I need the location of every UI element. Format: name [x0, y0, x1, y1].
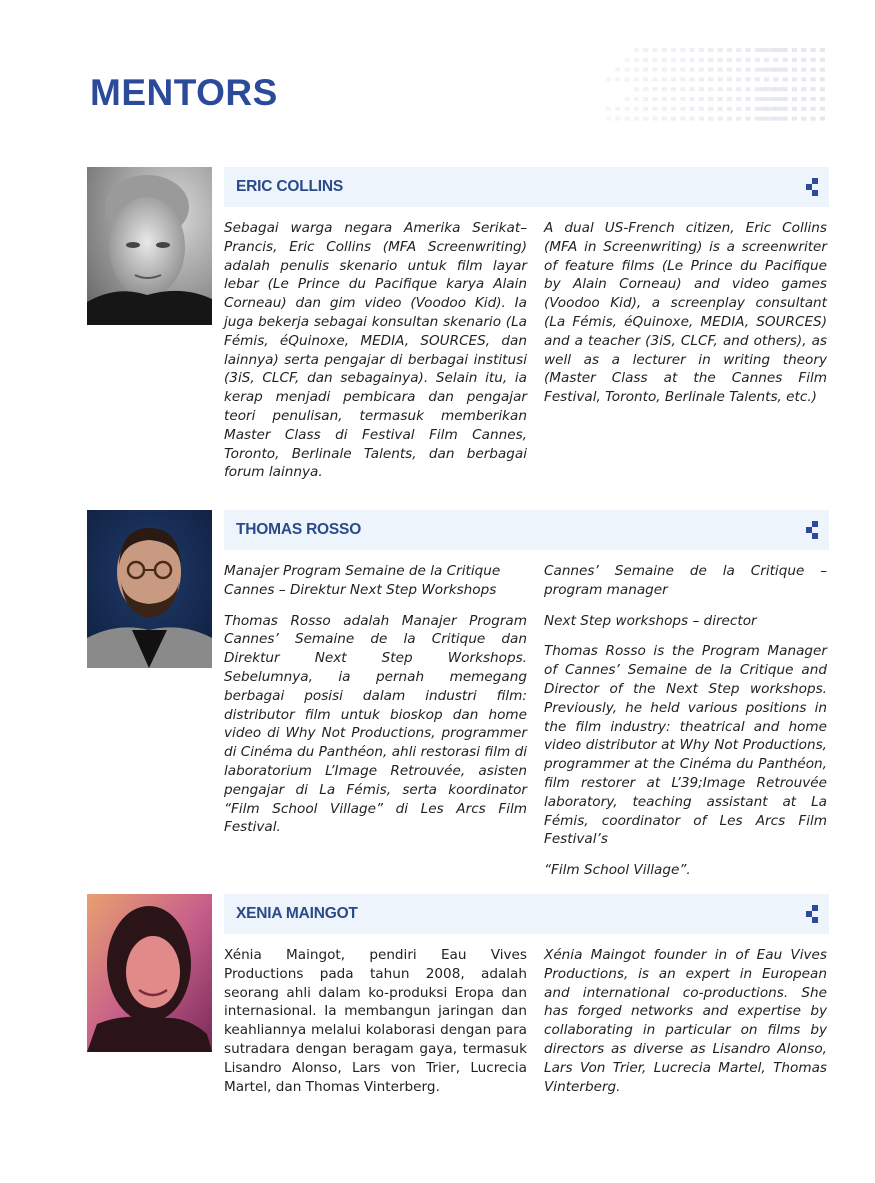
bio-paragraph: Xénia Maingot, pendiri Eau Vives Productions pada tahun 2008, adalah seorang ahli dalam ko-produksi Eropa dan internasional. Ia membangun jaringan dan keahliannya melalui kolaborasi dengan para sutradara dengan beragam gaya, termasuk Lisandro Alonso, Lars von Trier, Lucrecia Martel, dan Thomas Vinterberg. [224, 947, 527, 1095]
bio-indonesian [224, 946, 527, 1108]
mentor-photo [87, 510, 212, 668]
role-summary: Manajer Program Semaine de la Critique Cannes – Direktur Next Step Workshops [224, 563, 501, 598]
mentor-name: XENIA MAINGOT [236, 905, 358, 922]
role-summary: Cannes’ Semaine de la Critique – program manager [544, 563, 827, 598]
bio-english [544, 946, 827, 1108]
mentor-card-xenia-maingot [87, 894, 829, 1124]
mentor-header [224, 167, 829, 207]
mentor-header [224, 510, 829, 550]
mentor-name: THOMAS ROSSO [236, 521, 362, 538]
share-icon[interactable] [805, 521, 819, 539]
bio-english [544, 219, 827, 419]
bio-paragraph: Thomas Rosso adalah Manajer Program Cannes’ Semaine de la Critique dan Direktur Next Step Workshops. Sebelumnya, ia pernah memegang berbagai posisi dalam industri film: distributor film untuk bioskop dan home video di Why Not Productions, programmer di Cinéma du Panthéon, ahli restorasi film di laboratorium L’Image Retrouvée, asisten pengajar di La Fémis, serta koordinator “Film School Village” di Les Arcs Film Festival. [224, 612, 527, 836]
bio-english [544, 562, 827, 892]
mentor-card-eric-collins [87, 167, 829, 487]
bio-indonesian [224, 562, 527, 849]
share-icon[interactable] [805, 178, 819, 196]
decorative-grid-pattern [598, 45, 830, 125]
mentor-photo [87, 894, 212, 1052]
bio-paragraph: Thomas Rosso is the Program Manager of Cannes’ Semaine de la Critique and Director of the Next Step workshops. Previously, he held various positions in the film industry: theatrical and home video distributor at Why Not Productions, programmer at the Cinéma du Panthéon, film restorer at L’39;Image Retrouvée laboratory, teaching assistant at La Fémis, coordinator of Les Arcs Film Festival’s [544, 643, 827, 848]
share-icon[interactable] [805, 905, 819, 923]
mentor-name: ERIC COLLINS [236, 178, 343, 195]
mentor-photo [87, 167, 212, 325]
role-summary: Next Step workshops – director [544, 612, 757, 629]
mentor-header [224, 894, 829, 934]
page-title: MENTORS [90, 72, 278, 113]
bio-paragraph: Sebagai warga negara Amerika Serikat–Prancis, Eric Collins (MFA Screenwriting) adalah penulis skenario untuk film layar lebar (Le Prince du Pacifique karya Alain Corneau) dan gim video (Voodoo Kid). Ia juga bekerja sebagai konsultan skenario (La Fémis, éQuinoxe, MEDIA, SOURCES, dan lainnya) serta pengajar di berbagai institusi (3iS, CLCF, dan sebagainya). Selain itu, ia kerap menjadi pembicara dan pengajar teori penulisan, termasuk memberikan Master Class di Festival Film Cannes, Toronto, Berlinale Talents, dan berbagai forum lainnya. [224, 220, 527, 481]
mentor-card-thomas-rosso [87, 510, 829, 880]
bio-paragraph: Xénia Maingot founder in of Eau Vives Productions, is an expert in European and international co-productions. She has forged networks and expertise by collaborating in particular on films by directors as diverse as Lisandro Alonso, Lars Von Trier, Lucrecia Martel, Thomas Vinterberg. [544, 947, 827, 1095]
bio-indonesian [224, 219, 527, 494]
bio-paragraph: A dual US-French citizen, Eric Collins (MFA in Screenwriting) is a screenwriter of feature films (Le Prince du Pacifique by Alain Corneau) and video games (Voodoo Kid), a screenplay consultant (La Fémis, éQuinoxe, MEDIA, SOURCES) and a teacher (3iS, CLCF, and others), as well as a lecturer in writing theory (Master Class at the Cannes Film Festival, Toronto, Berlinale Talents, etc.) [544, 220, 827, 406]
bio-paragraph-end: “Film School Village”. [544, 862, 691, 879]
